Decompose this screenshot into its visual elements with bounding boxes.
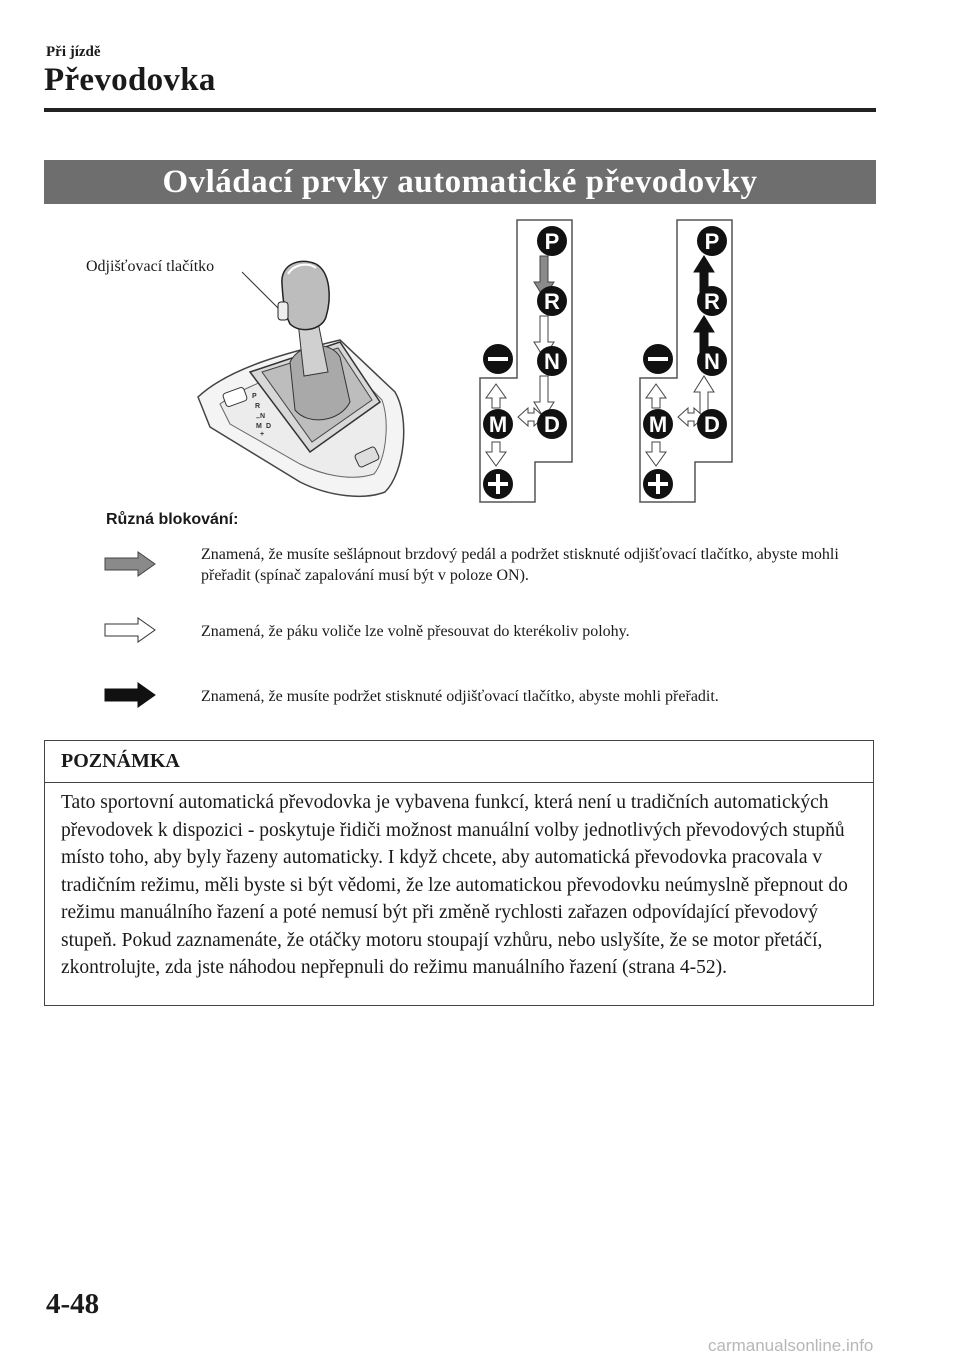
legend-item-outline: Znamená, že páku voliče lze volně přesouvat do kterékoliv polohy. [201, 623, 630, 640]
gray-arrow-icon [104, 551, 156, 577]
chapter-title: Převodovka [44, 62, 216, 98]
shift-plate-m: M [256, 423, 262, 430]
gate-p-right: P [704, 229, 720, 254]
gate-m-left: M [488, 412, 508, 437]
section-title-banner: Ovládací prvky automatické převodovky [44, 160, 876, 204]
shift-plate-n: N [260, 413, 266, 420]
header-rule [44, 108, 876, 112]
minus-icon [648, 357, 668, 361]
shift-pattern-left [480, 220, 572, 502]
release-button-label: Odjišťovací tlačítko [86, 258, 215, 275]
gate-n-left: N [544, 349, 560, 374]
gear-shifter-illustration [198, 261, 404, 496]
shift-plate-d: D [266, 423, 272, 430]
note-box [44, 740, 874, 1006]
gate-m-right: M [648, 412, 668, 437]
shift-plate-p: P [252, 393, 257, 400]
page-number: 4-48 [46, 1288, 100, 1320]
note-title: POZNÁMKA [45, 741, 873, 783]
shift-plate-r: R [255, 403, 261, 410]
watermark: carmanualsonline.info [708, 1336, 874, 1355]
gate-d-right: D [704, 412, 720, 437]
gate-r-left: R [544, 289, 560, 314]
black-arrow-icon [104, 682, 156, 708]
minus-icon [488, 357, 508, 361]
shift-plate-minus: – [256, 415, 260, 422]
legend-item-black: Znamená, že musíte podržet stisknuté odjišťovací tlačítko, abyste mohli přeřadit. [201, 688, 719, 705]
gate-d-left: D [544, 412, 560, 437]
gate-p-left: P [544, 229, 560, 254]
shift-figure [190, 212, 750, 512]
gate-n-right: N [704, 349, 720, 374]
note-text: Tato sportovní automatická převodovka je vybavena funkcí, která není u tradičních automatických převodovek k dispozici - poskytuje řidiči možnost manuální volby jednotlivých převodových stupňů místo toho, aby byly řazeny automaticky. I když chcete, aby automatická převodovka pracovala v tradičním režimu, měli byste si být vědomi, že lze automatickou převodovku neúmyslně přepnout do režimu manuálního řazení a poté nemusí být při změně rychlosti zařazen odpovídající převodový stupeň. Pokud zaznamenáte, že otáčky motoru stoupají vzhůru, nebo uslyšíte, že se motor přetáčí, zkontrolujte, zda jste náhodou nepřepnuli do režimu manuálního řazení (strana 4-52). [61, 792, 848, 978]
gate-r-right: R [704, 289, 720, 314]
shift-pattern-right [640, 220, 732, 502]
outline-arrow-icon [104, 617, 156, 643]
shift-plate-plus: + [260, 431, 265, 438]
breadcrumb: Při jízdě [46, 44, 101, 60]
legend-heading: Různá blokování: [106, 511, 239, 528]
legend-item-gray: Znamená, že musíte sešlápnout brzdový pedál a podržet stisknuté odjišťovací tlačítko, abyste mohli přeřadit (spínač zapalování musí být v poloze ON). [201, 546, 839, 584]
